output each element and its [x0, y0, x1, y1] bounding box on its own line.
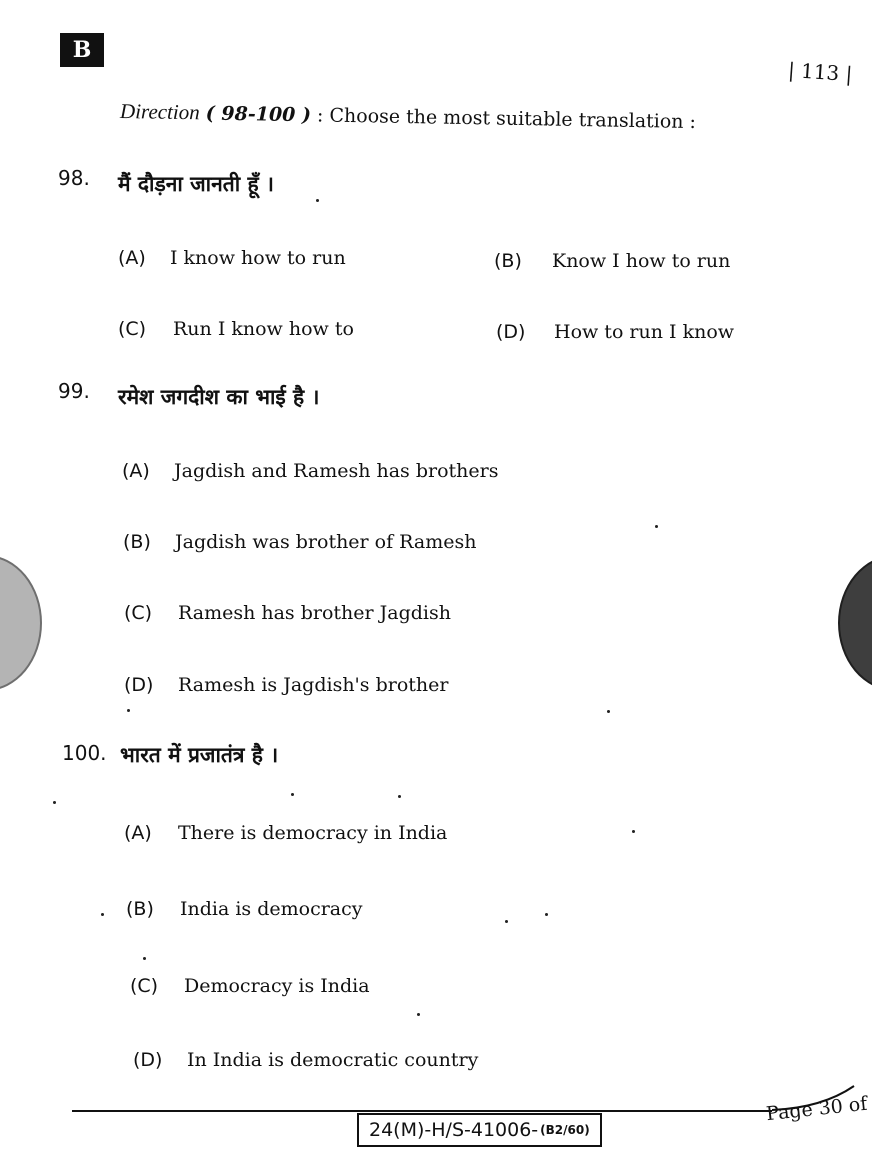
- option-label: (A): [118, 247, 146, 269]
- page-mark: | 113 |: [787, 57, 854, 87]
- option-text: I know how to run: [170, 247, 346, 269]
- question-number: 98.: [58, 166, 90, 190]
- direction-line: [120, 99, 696, 134]
- scan-speck: [505, 920, 508, 923]
- option-text: Democracy is India: [184, 975, 370, 997]
- question-text: मैं दौड़ना जानती हूँ ।: [118, 171, 274, 196]
- direction-text: : Choose the most suitable translation :: [316, 104, 697, 134]
- paper-code-main: 24(M)-H/S-41006-: [369, 1119, 539, 1141]
- option-b[interactable]: [494, 250, 730, 272]
- scan-speck: [607, 710, 610, 713]
- option-text: How to run I know: [554, 321, 735, 343]
- booklet-series-badge: B: [60, 33, 104, 67]
- question-number: 100.: [62, 741, 107, 765]
- question-number: 99.: [58, 379, 90, 403]
- option-c[interactable]: [130, 975, 370, 997]
- option-text: Run I know how to: [173, 318, 354, 340]
- option-d[interactable]: [496, 321, 734, 343]
- scan-speck: [417, 1013, 420, 1016]
- footer-rule: [72, 1110, 772, 1112]
- option-label: (D): [124, 674, 154, 696]
- option-label: (C): [124, 602, 153, 624]
- option-c[interactable]: [118, 318, 354, 340]
- scan-speck: [127, 709, 130, 712]
- option-c[interactable]: [124, 602, 451, 624]
- option-label: (A): [122, 460, 150, 482]
- option-a[interactable]: [122, 460, 498, 482]
- binder-hole-left: [0, 555, 42, 691]
- option-text: Ramesh has brother Jagdish: [178, 602, 451, 624]
- question-text: रमेश जगदीश का भाई है ।: [118, 384, 320, 409]
- question-text: भारत में प्रजातंत्र है ।: [120, 742, 279, 767]
- option-text: Know I how to run: [552, 250, 731, 272]
- option-text: Jagdish and Ramesh has brothers: [174, 460, 499, 482]
- scan-speck: [53, 801, 56, 804]
- binder-hole-right: [838, 555, 872, 691]
- option-label: (B): [123, 531, 151, 553]
- option-label: (A): [124, 822, 152, 844]
- option-text: India is democracy: [180, 898, 363, 920]
- option-text: Ramesh is Jagdish's brother: [178, 674, 449, 696]
- scan-speck: [632, 830, 635, 833]
- scan-speck: [143, 957, 146, 960]
- scan-speck: [398, 795, 401, 798]
- option-a[interactable]: [124, 822, 447, 844]
- option-text: There is democracy in India: [178, 822, 448, 844]
- direction-range: ( 98-100 ): [205, 102, 312, 127]
- option-label: (D): [133, 1049, 163, 1071]
- option-a[interactable]: [118, 247, 346, 269]
- option-label: (C): [130, 975, 159, 997]
- paper-code-small: (B2/60): [540, 1123, 590, 1137]
- option-text: In India is democratic country: [187, 1049, 479, 1071]
- paper-code: [357, 1113, 602, 1147]
- option-text: Jagdish was brother of Ramesh: [175, 531, 477, 553]
- direction-label: Direction: [119, 98, 200, 125]
- page-label: Page 30 of: [765, 1092, 869, 1126]
- option-d[interactable]: [133, 1049, 478, 1071]
- option-d[interactable]: [124, 674, 448, 696]
- scan-speck: [291, 793, 294, 796]
- scan-speck: [316, 199, 319, 202]
- option-label: (C): [118, 318, 147, 340]
- scan-speck: [545, 913, 548, 916]
- option-b[interactable]: [123, 531, 477, 553]
- option-label: (D): [496, 321, 526, 343]
- option-label: (B): [494, 250, 522, 272]
- option-label: (B): [126, 898, 154, 920]
- option-b[interactable]: [126, 898, 363, 920]
- scan-speck: [655, 525, 658, 528]
- scan-speck: [101, 913, 104, 916]
